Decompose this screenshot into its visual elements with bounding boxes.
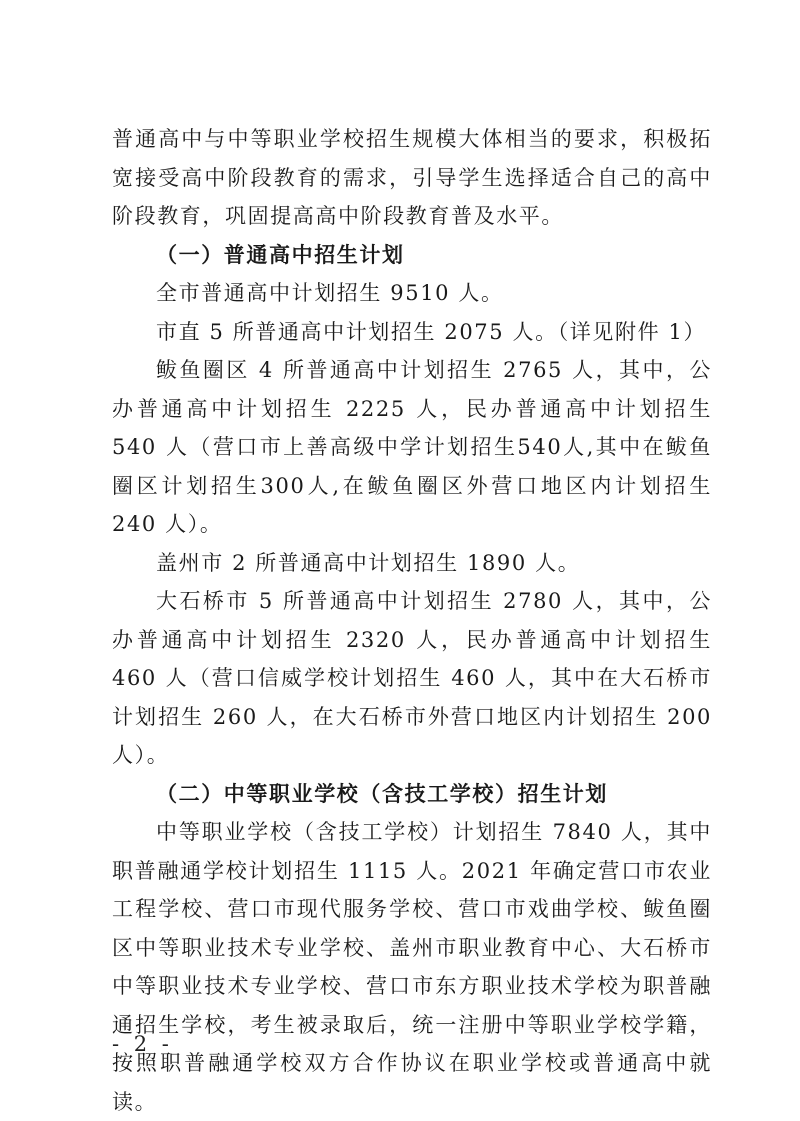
paragraph-city-total: 全市普通高中计划招生 9510 人。 bbox=[156, 281, 504, 305]
paragraph-gaizhou: 盖州市 2 所普通高中计划招生 1890 人。 bbox=[156, 550, 581, 575]
paragraph-city-direct: 市直 5 所普通高中计划招生 2075 人。（详见附件 1） bbox=[156, 319, 707, 344]
page-number: - 2 - bbox=[112, 1032, 173, 1056]
paragraph-vocational: 中等职业学校（含技工学校）计划招生 7840 人，其中职普融通学校计划招生 1115 人。2021 年确定营口市农业工程学校、营口市现代服务学校、营口市戏曲学校、鲅鱼圈区中等职业技术专业学校、盖州市职业教育中心、大石桥市中等职业技术专业学校、营口市东方职业技术学校为职普融通招生学校，考生被录取后，统一注册中等职业学校学籍，按照职普融通学校双方合作协议在职业学校或普通高中就读。 bbox=[112, 820, 712, 1114]
paragraph-continuation: 普通高中与中等职业学校招生规模大体相当的要求，积极拓宽接受高中阶段教育的需求，引导学生选择适合自己的高中阶段教育，巩固提高高中阶段教育普及水平。 bbox=[112, 127, 712, 228]
paragraph-bayuquan: 鲅鱼圈区 4 所普通高中计划招生 2765 人，其中，公办普通高中计划招生 2225 人，民办普通高中计划招生 540 人（营口市上善高级中学计划招生540人,其中在鲅鱼圈区计划招生300人,在鲅鱼圈区外营口地区内计划招生 240 人）。 bbox=[112, 358, 712, 536]
section-heading-regular-high-school: （一）普通高中招生计划 bbox=[156, 241, 405, 267]
document-body bbox=[112, 120, 712, 1121]
section-heading-vocational-school: （二）中等职业学校（含技工学校）招生计划 bbox=[156, 780, 608, 806]
paragraph-dashiqiao: 大石桥市 5 所普通高中计划招生 2780 人，其中，公办普通高中计划招生 2320 人，民办普通高中计划招生 460 人（营口信威学校计划招生 460 人，其中在大石桥市计划招生 260 人，在大石桥市外营口地区内计划招生 200 人）。 bbox=[112, 589, 712, 767]
